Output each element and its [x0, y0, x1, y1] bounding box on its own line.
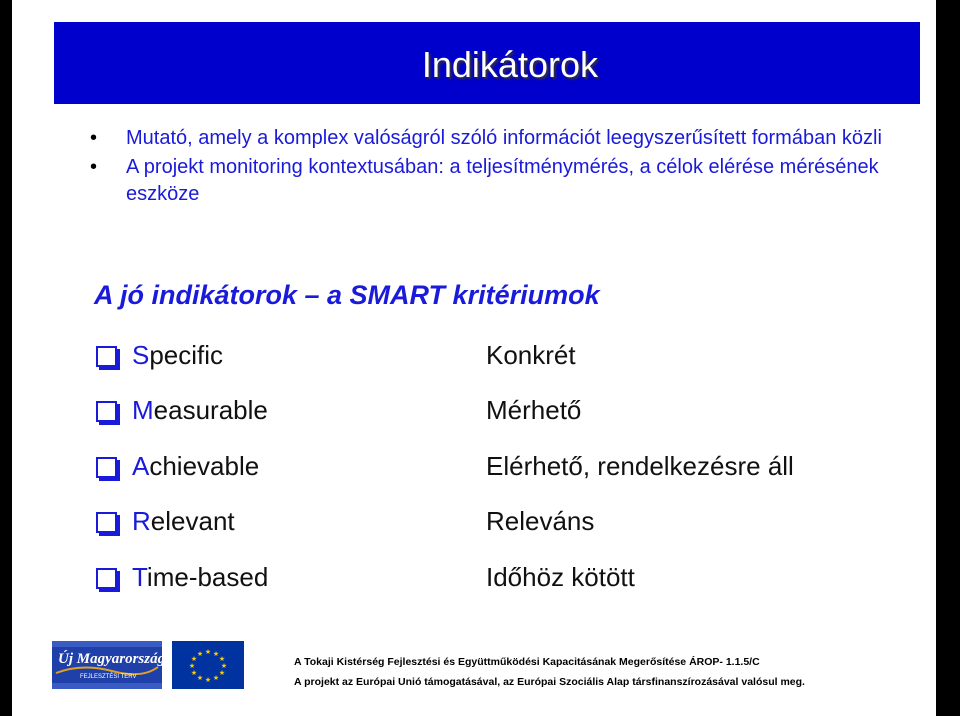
checkbox-icon	[96, 512, 117, 533]
eu-flag-icon	[172, 641, 244, 689]
smart-hungarian: Mérhető	[486, 395, 582, 425]
smart-english	[132, 562, 268, 593]
uj-magyarorszag-logo	[52, 641, 166, 689]
svg-text:★: ★	[212, 674, 220, 682]
svg-text:★: ★	[218, 669, 226, 677]
smart-hungarian: Konkrét	[486, 340, 576, 370]
bullet-text: A projekt monitoring kontextusában: a teljesítménymérés, a célok elérése mérésének eszköze	[126, 156, 879, 205]
bullet-dot-icon: •	[90, 127, 98, 149]
bullet-dot-icon: •	[90, 156, 98, 178]
smart-english	[132, 340, 223, 371]
svg-text:★: ★	[204, 648, 212, 656]
smart-heading: A jó indikátorok – a SMART kritériumok	[94, 280, 600, 310]
smart-word-rest: elevant	[150, 506, 235, 536]
checkbox-icon	[96, 401, 117, 422]
bullet-list	[90, 125, 910, 210]
svg-text:★: ★	[220, 662, 228, 670]
bullet-item	[90, 154, 910, 208]
smart-initial: A	[132, 451, 150, 481]
bullet-item	[90, 125, 910, 152]
smart-hungarian: Elérhető, rendelkezésre áll	[486, 451, 794, 481]
checkbox-icon	[96, 457, 117, 478]
logo-text: Új Magyarország	[58, 651, 166, 667]
smart-initial: R	[132, 506, 151, 536]
logo-subtext: FEJLESZTÉSI TERV	[80, 674, 137, 680]
checkbox-icon	[96, 346, 117, 367]
smart-word-rest: pecific	[149, 340, 224, 370]
footer-line-2: A projekt az Európai Unió támogatásával, az Európai Szociális Alap társfinanszírozásával valósul meg.	[294, 676, 805, 688]
svg-text:★: ★	[218, 655, 226, 663]
svg-text:★: ★	[196, 650, 204, 658]
svg-text:★: ★	[190, 669, 198, 677]
smart-english	[132, 506, 235, 537]
svg-text:★: ★	[204, 676, 212, 684]
smart-word-rest: ime-based	[146, 562, 269, 592]
svg-text:★: ★	[196, 674, 204, 682]
svg-text:★: ★	[188, 662, 196, 670]
svg-text:★: ★	[212, 650, 220, 658]
bullet-text: Mutató, amely a komplex valóságról szóló információt leegyszerűsített formában közli	[126, 127, 882, 149]
slide	[12, 0, 936, 716]
checkbox-icon	[96, 568, 117, 589]
smart-word-rest: chievable	[149, 451, 260, 481]
footer-line-1: A Tokaji Kistérség Fejlesztési és Együttműködési Kapacitásának Megerősítése ÁROP- 1.1.5/C	[294, 656, 760, 668]
smart-hungarian: Időhöz kötött	[486, 562, 635, 592]
smart-hungarian: Releváns	[486, 506, 595, 536]
smart-english	[132, 395, 268, 426]
smart-initial: S	[132, 340, 150, 370]
smart-initial: M	[132, 395, 154, 425]
smart-english	[132, 451, 259, 482]
svg-text:★: ★	[190, 655, 198, 663]
slide-title: Indikátorok	[421, 44, 598, 85]
smart-word-rest: easurable	[153, 395, 268, 425]
smart-initial: T	[132, 562, 147, 592]
